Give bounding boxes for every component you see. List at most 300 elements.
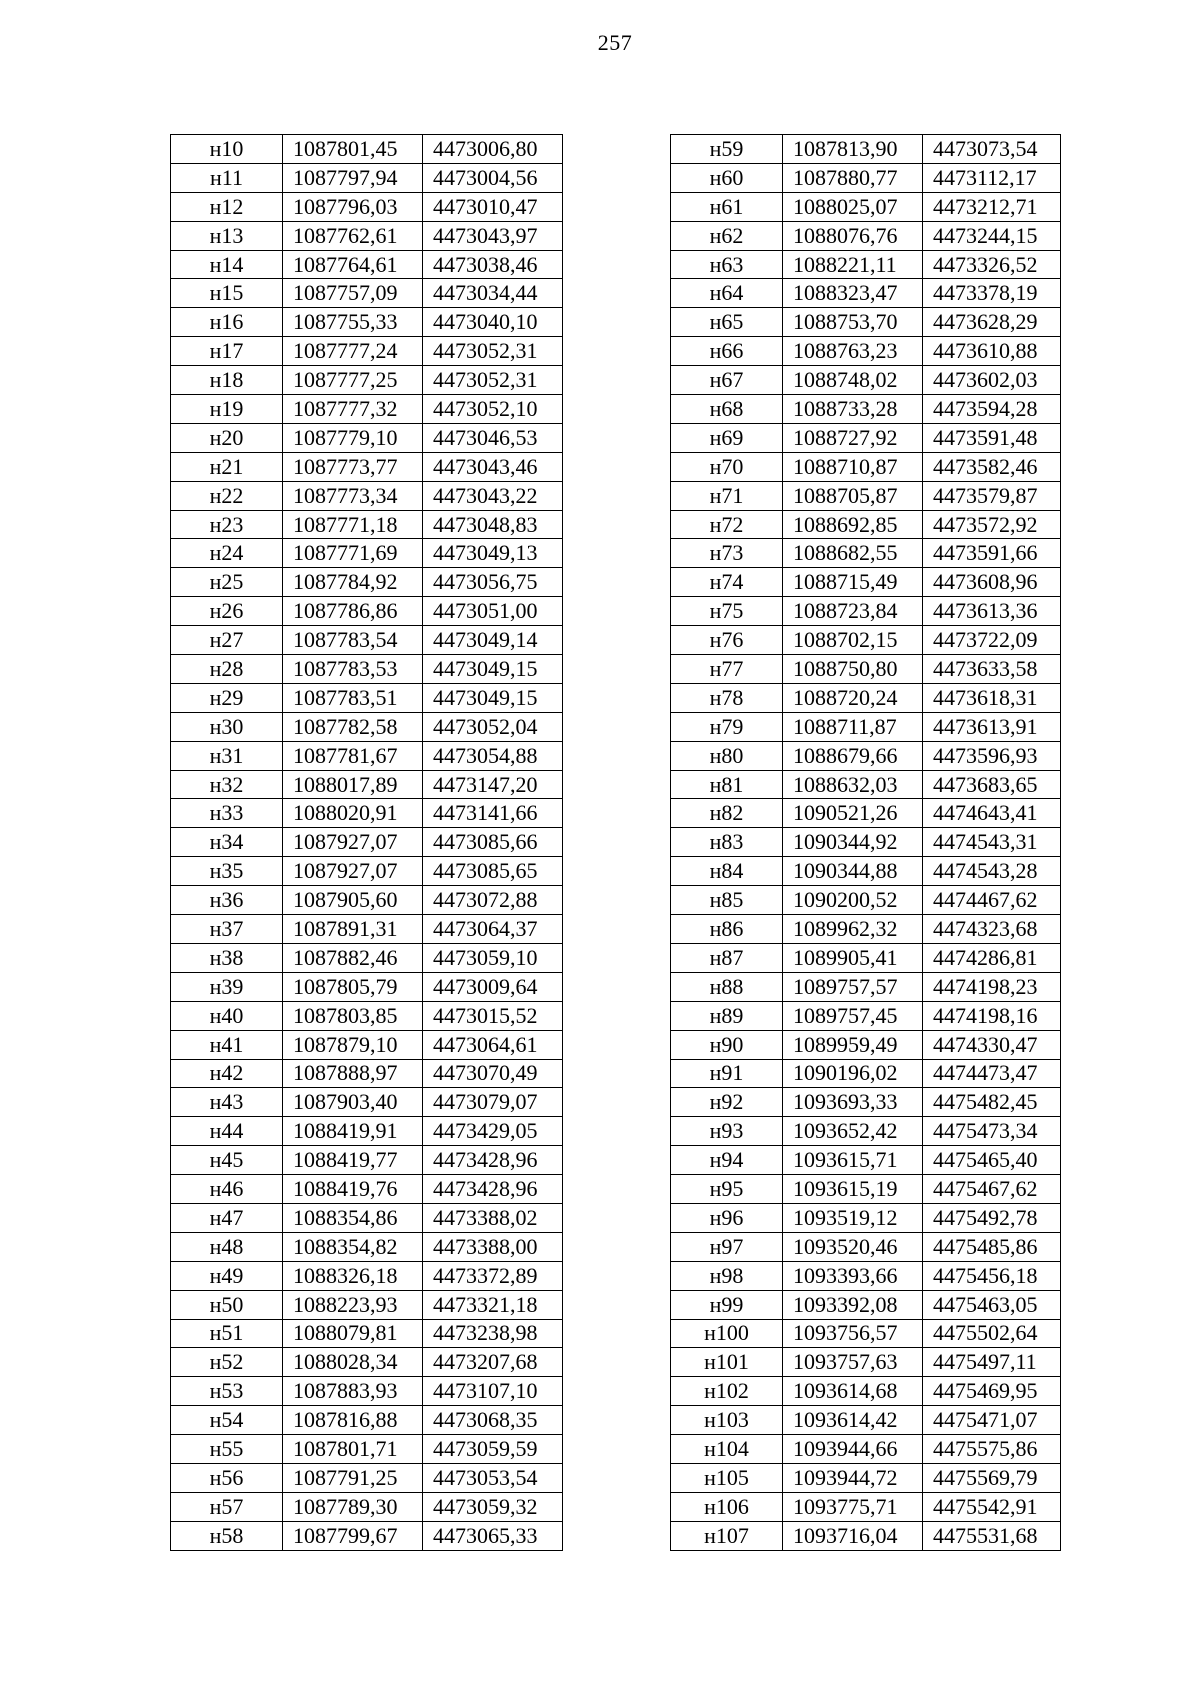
point-id-cell: н75: [671, 597, 783, 626]
point-id-cell: н11: [171, 163, 283, 192]
x-coordinate-cell: 1087905,60: [283, 886, 423, 915]
y-coordinate-cell: 4474323,68: [923, 915, 1061, 944]
point-id-cell: н101: [671, 1348, 783, 1377]
y-coordinate-cell: 4475497,11: [923, 1348, 1061, 1377]
table-row: [171, 857, 563, 886]
point-id-cell: н45: [171, 1146, 283, 1175]
table-row: [171, 886, 563, 915]
y-coordinate-cell: 4473428,96: [423, 1146, 563, 1175]
y-coordinate-cell: 4473064,37: [423, 915, 563, 944]
y-coordinate-cell: 4473244,15: [923, 221, 1061, 250]
point-id-cell: н57: [171, 1492, 283, 1521]
x-coordinate-cell: 1093944,72: [783, 1463, 923, 1492]
y-coordinate-cell: 4473048,83: [423, 510, 563, 539]
point-id-cell: н102: [671, 1377, 783, 1406]
table-row: [171, 972, 563, 1001]
y-coordinate-cell: 4473582,46: [923, 452, 1061, 481]
table-row: [171, 597, 563, 626]
x-coordinate-cell: 1087764,61: [283, 250, 423, 279]
table-row: [171, 1492, 563, 1521]
table-row: [671, 481, 1061, 510]
y-coordinate-cell: 4473052,31: [423, 366, 563, 395]
x-coordinate-cell: 1087803,85: [283, 1001, 423, 1030]
table-row: [671, 799, 1061, 828]
point-id-cell: н99: [671, 1290, 783, 1319]
table-row: [671, 1463, 1061, 1492]
x-coordinate-cell: 1087883,93: [283, 1377, 423, 1406]
table-row: [671, 221, 1061, 250]
table-row: [671, 1377, 1061, 1406]
x-coordinate-cell: 1088733,28: [783, 395, 923, 424]
table-row: [171, 279, 563, 308]
y-coordinate-cell: 4473079,07: [423, 1088, 563, 1117]
point-id-cell: н87: [671, 943, 783, 972]
table-row: [671, 1030, 1061, 1059]
y-coordinate-cell: 4473006,80: [423, 135, 563, 164]
table-row: [671, 192, 1061, 221]
y-coordinate-cell: 4473054,88: [423, 741, 563, 770]
point-id-cell: н49: [171, 1261, 283, 1290]
point-id-cell: н17: [171, 337, 283, 366]
y-coordinate-cell: 4474198,23: [923, 972, 1061, 1001]
table-row: [671, 626, 1061, 655]
x-coordinate-cell: 1088020,91: [283, 799, 423, 828]
y-coordinate-cell: 4473004,56: [423, 163, 563, 192]
point-id-cell: н82: [671, 799, 783, 828]
table-row: [671, 366, 1061, 395]
table-row: [671, 1175, 1061, 1204]
y-coordinate-cell: 4473059,59: [423, 1435, 563, 1464]
x-coordinate-cell: 1087888,97: [283, 1059, 423, 1088]
y-coordinate-cell: 4473628,29: [923, 308, 1061, 337]
table-row: [171, 683, 563, 712]
x-coordinate-cell: 1093716,04: [783, 1521, 923, 1550]
y-coordinate-cell: 4473049,14: [423, 626, 563, 655]
x-coordinate-cell: 1093393,66: [783, 1261, 923, 1290]
x-coordinate-cell: 1088710,87: [783, 452, 923, 481]
table-row: [171, 1261, 563, 1290]
y-coordinate-cell: 4473049,15: [423, 683, 563, 712]
y-coordinate-cell: 4473046,53: [423, 423, 563, 452]
point-id-cell: н106: [671, 1492, 783, 1521]
x-coordinate-cell: 1088723,84: [783, 597, 923, 626]
point-id-cell: н14: [171, 250, 283, 279]
x-coordinate-cell: 1087773,77: [283, 452, 423, 481]
x-coordinate-cell: 1088323,47: [783, 279, 923, 308]
table-row: [671, 568, 1061, 597]
y-coordinate-cell: 4475463,05: [923, 1290, 1061, 1319]
table-row: [671, 712, 1061, 741]
y-coordinate-cell: 4473040,10: [423, 308, 563, 337]
x-coordinate-cell: 1093693,33: [783, 1088, 923, 1117]
table-row: [171, 1117, 563, 1146]
y-coordinate-cell: 4473722,09: [923, 626, 1061, 655]
y-coordinate-cell: 4473388,02: [423, 1203, 563, 1232]
y-coordinate-cell: 4475467,62: [923, 1175, 1061, 1204]
y-coordinate-cell: 4474473,47: [923, 1059, 1061, 1088]
point-id-cell: н30: [171, 712, 283, 741]
y-coordinate-cell: 4475456,18: [923, 1261, 1061, 1290]
table-row: [671, 857, 1061, 886]
y-coordinate-cell: 4474286,81: [923, 943, 1061, 972]
table-row: [671, 308, 1061, 337]
x-coordinate-cell: 1093615,19: [783, 1175, 923, 1204]
y-coordinate-cell: 4473051,00: [423, 597, 563, 626]
x-coordinate-cell: 1088419,76: [283, 1175, 423, 1204]
point-id-cell: н66: [671, 337, 783, 366]
x-coordinate-cell: 1088682,55: [783, 539, 923, 568]
x-coordinate-cell: 1090196,02: [783, 1059, 923, 1088]
table-row: [171, 1059, 563, 1088]
point-id-cell: н26: [171, 597, 283, 626]
x-coordinate-cell: 1087757,09: [283, 279, 423, 308]
table-row: [171, 915, 563, 944]
table-row: [171, 1175, 563, 1204]
y-coordinate-cell: 4473141,66: [423, 799, 563, 828]
point-id-cell: н74: [671, 568, 783, 597]
table-row: [671, 1117, 1061, 1146]
table-row: [671, 539, 1061, 568]
y-coordinate-cell: 4475492,78: [923, 1203, 1061, 1232]
table-row: [171, 366, 563, 395]
y-coordinate-cell: 4475542,91: [923, 1492, 1061, 1521]
table-row: [171, 163, 563, 192]
table-row: [671, 1059, 1061, 1088]
x-coordinate-cell: 1088763,23: [783, 337, 923, 366]
table-row: [171, 1406, 563, 1435]
x-coordinate-cell: 1087799,67: [283, 1521, 423, 1550]
y-coordinate-cell: 4473049,15: [423, 655, 563, 684]
point-id-cell: н54: [171, 1406, 283, 1435]
y-coordinate-cell: 4475465,40: [923, 1146, 1061, 1175]
table-row: [671, 1088, 1061, 1117]
table-row: [671, 828, 1061, 857]
x-coordinate-cell: 1088720,24: [783, 683, 923, 712]
point-id-cell: н76: [671, 626, 783, 655]
y-coordinate-cell: 4475473,34: [923, 1117, 1061, 1146]
y-coordinate-cell: 4473372,89: [423, 1261, 563, 1290]
x-coordinate-cell: 1087782,58: [283, 712, 423, 741]
x-coordinate-cell: 1087789,30: [283, 1492, 423, 1521]
table-row: [671, 163, 1061, 192]
y-coordinate-cell: 4473378,19: [923, 279, 1061, 308]
y-coordinate-cell: 4475482,45: [923, 1088, 1061, 1117]
point-id-cell: н81: [671, 770, 783, 799]
y-coordinate-cell: 4473010,47: [423, 192, 563, 221]
point-id-cell: н20: [171, 423, 283, 452]
table-row: [171, 799, 563, 828]
point-id-cell: н90: [671, 1030, 783, 1059]
point-id-cell: н103: [671, 1406, 783, 1435]
x-coordinate-cell: 1088705,87: [783, 481, 923, 510]
point-id-cell: н94: [671, 1146, 783, 1175]
y-coordinate-cell: 4473238,98: [423, 1319, 563, 1348]
coordinates-table-left: [170, 134, 563, 1551]
point-id-cell: н19: [171, 395, 283, 424]
y-coordinate-cell: 4473038,46: [423, 250, 563, 279]
table-row: [171, 655, 563, 684]
y-coordinate-cell: 4473207,68: [423, 1348, 563, 1377]
table-row: [171, 712, 563, 741]
x-coordinate-cell: 1087762,61: [283, 221, 423, 250]
table-row: [671, 886, 1061, 915]
x-coordinate-cell: 1087777,32: [283, 395, 423, 424]
table-row: [671, 1521, 1061, 1550]
x-coordinate-cell: 1087783,53: [283, 655, 423, 684]
y-coordinate-cell: 4475575,86: [923, 1435, 1061, 1464]
y-coordinate-cell: 4474543,31: [923, 828, 1061, 857]
x-coordinate-cell: 1087816,88: [283, 1406, 423, 1435]
point-id-cell: н50: [171, 1290, 283, 1319]
point-id-cell: н71: [671, 481, 783, 510]
y-coordinate-cell: 4474198,16: [923, 1001, 1061, 1030]
x-coordinate-cell: 1093614,68: [783, 1377, 923, 1406]
table-row: [171, 221, 563, 250]
table-row: [671, 1492, 1061, 1521]
table-row: [671, 452, 1061, 481]
table-row: [171, 452, 563, 481]
point-id-cell: н68: [671, 395, 783, 424]
x-coordinate-cell: 1093775,71: [783, 1492, 923, 1521]
table-row: [671, 1232, 1061, 1261]
y-coordinate-cell: 4473059,10: [423, 943, 563, 972]
y-coordinate-cell: 4473596,93: [923, 741, 1061, 770]
point-id-cell: н39: [171, 972, 283, 1001]
point-id-cell: н61: [671, 192, 783, 221]
x-coordinate-cell: 1087797,94: [283, 163, 423, 192]
table-row: [171, 1290, 563, 1319]
point-id-cell: н91: [671, 1059, 783, 1088]
y-coordinate-cell: 4473388,00: [423, 1232, 563, 1261]
y-coordinate-cell: 4473070,49: [423, 1059, 563, 1088]
x-coordinate-cell: 1088727,92: [783, 423, 923, 452]
x-coordinate-cell: 1090521,26: [783, 799, 923, 828]
point-id-cell: н22: [171, 481, 283, 510]
y-coordinate-cell: 4473579,87: [923, 481, 1061, 510]
table-row: [171, 337, 563, 366]
point-id-cell: н80: [671, 741, 783, 770]
y-coordinate-cell: 4473052,31: [423, 337, 563, 366]
table-row: [171, 1146, 563, 1175]
y-coordinate-cell: 4473085,66: [423, 828, 563, 857]
point-id-cell: н10: [171, 135, 283, 164]
page-number: 257: [597, 30, 633, 55]
x-coordinate-cell: 1088028,34: [283, 1348, 423, 1377]
point-id-cell: н46: [171, 1175, 283, 1204]
point-id-cell: н107: [671, 1521, 783, 1550]
y-coordinate-cell: 4473107,10: [423, 1377, 563, 1406]
point-id-cell: н21: [171, 452, 283, 481]
y-coordinate-cell: 4473602,03: [923, 366, 1061, 395]
x-coordinate-cell: 1087801,71: [283, 1435, 423, 1464]
y-coordinate-cell: 4473043,97: [423, 221, 563, 250]
point-id-cell: н53: [171, 1377, 283, 1406]
table-row: [171, 1521, 563, 1550]
table-row: [671, 1348, 1061, 1377]
y-coordinate-cell: 4473056,75: [423, 568, 563, 597]
point-id-cell: н27: [171, 626, 283, 655]
point-id-cell: н58: [171, 1521, 283, 1550]
point-id-cell: н84: [671, 857, 783, 886]
table-body: [171, 135, 563, 1551]
point-id-cell: н92: [671, 1088, 783, 1117]
table-row: [171, 828, 563, 857]
table-row: [171, 423, 563, 452]
table-row: [171, 1001, 563, 1030]
y-coordinate-cell: 4473572,92: [923, 510, 1061, 539]
x-coordinate-cell: 1087879,10: [283, 1030, 423, 1059]
table-row: [171, 510, 563, 539]
x-coordinate-cell: 1088632,03: [783, 770, 923, 799]
point-id-cell: н79: [671, 712, 783, 741]
y-coordinate-cell: 4473591,66: [923, 539, 1061, 568]
table-row: [171, 1377, 563, 1406]
table-row: [171, 1348, 563, 1377]
point-id-cell: н41: [171, 1030, 283, 1059]
x-coordinate-cell: 1093652,42: [783, 1117, 923, 1146]
point-id-cell: н18: [171, 366, 283, 395]
point-id-cell: н16: [171, 308, 283, 337]
point-id-cell: н72: [671, 510, 783, 539]
point-id-cell: н70: [671, 452, 783, 481]
x-coordinate-cell: 1088025,07: [783, 192, 923, 221]
point-id-cell: н31: [171, 741, 283, 770]
x-coordinate-cell: 1088354,82: [283, 1232, 423, 1261]
table-row: [171, 250, 563, 279]
x-coordinate-cell: 1089962,32: [783, 915, 923, 944]
point-id-cell: н97: [671, 1232, 783, 1261]
table-row: [671, 972, 1061, 1001]
y-coordinate-cell: 4473065,33: [423, 1521, 563, 1550]
y-coordinate-cell: 4473068,35: [423, 1406, 563, 1435]
x-coordinate-cell: 1088221,11: [783, 250, 923, 279]
x-coordinate-cell: 1090344,88: [783, 857, 923, 886]
y-coordinate-cell: 4473015,52: [423, 1001, 563, 1030]
point-id-cell: н40: [171, 1001, 283, 1030]
point-id-cell: н73: [671, 539, 783, 568]
table-row: [171, 395, 563, 424]
x-coordinate-cell: 1087771,18: [283, 510, 423, 539]
x-coordinate-cell: 1088079,81: [283, 1319, 423, 1348]
point-id-cell: н104: [671, 1435, 783, 1464]
y-coordinate-cell: 4475569,79: [923, 1463, 1061, 1492]
x-coordinate-cell: 1088692,85: [783, 510, 923, 539]
point-id-cell: н52: [171, 1348, 283, 1377]
x-coordinate-cell: 1088715,49: [783, 568, 923, 597]
point-id-cell: н88: [671, 972, 783, 1001]
y-coordinate-cell: 4473112,17: [923, 163, 1061, 192]
table-row: [671, 915, 1061, 944]
x-coordinate-cell: 1088326,18: [283, 1261, 423, 1290]
x-coordinate-cell: 1089959,49: [783, 1030, 923, 1059]
point-id-cell: н56: [171, 1463, 283, 1492]
x-coordinate-cell: 1087755,33: [283, 308, 423, 337]
table-row: [671, 423, 1061, 452]
x-coordinate-cell: 1087801,45: [283, 135, 423, 164]
table-row: [171, 308, 563, 337]
y-coordinate-cell: 4473608,96: [923, 568, 1061, 597]
point-id-cell: н67: [671, 366, 783, 395]
table-row: [671, 135, 1061, 164]
y-coordinate-cell: 4473326,52: [923, 250, 1061, 279]
x-coordinate-cell: 1087813,90: [783, 135, 923, 164]
table-row: [171, 192, 563, 221]
x-coordinate-cell: 1087903,40: [283, 1088, 423, 1117]
x-coordinate-cell: 1087783,54: [283, 626, 423, 655]
x-coordinate-cell: 1093519,12: [783, 1203, 923, 1232]
y-coordinate-cell: 4473009,64: [423, 972, 563, 1001]
y-coordinate-cell: 4475471,07: [923, 1406, 1061, 1435]
y-coordinate-cell: 4473072,88: [423, 886, 563, 915]
point-id-cell: н69: [671, 423, 783, 452]
point-id-cell: н35: [171, 857, 283, 886]
point-id-cell: н38: [171, 943, 283, 972]
y-coordinate-cell: 4473059,32: [423, 1492, 563, 1521]
table-row: [171, 1088, 563, 1117]
table-row: [671, 683, 1061, 712]
x-coordinate-cell: 1090344,92: [783, 828, 923, 857]
y-coordinate-cell: 4473683,65: [923, 770, 1061, 799]
table-row: [671, 337, 1061, 366]
x-coordinate-cell: 1087882,46: [283, 943, 423, 972]
x-coordinate-cell: 1088223,93: [283, 1290, 423, 1319]
coordinates-table-right: [670, 134, 1061, 1551]
x-coordinate-cell: 1093520,46: [783, 1232, 923, 1261]
table-row: [171, 943, 563, 972]
table-row: [671, 1001, 1061, 1030]
point-id-cell: н15: [171, 279, 283, 308]
x-coordinate-cell: 1088419,91: [283, 1117, 423, 1146]
x-coordinate-cell: 1088750,80: [783, 655, 923, 684]
table-row: [171, 481, 563, 510]
x-coordinate-cell: 1087777,25: [283, 366, 423, 395]
table-row: [171, 135, 563, 164]
y-coordinate-cell: 4473428,96: [423, 1175, 563, 1204]
table-row: [171, 741, 563, 770]
y-coordinate-cell: 4473610,88: [923, 337, 1061, 366]
point-id-cell: н48: [171, 1232, 283, 1261]
x-coordinate-cell: 1087805,79: [283, 972, 423, 1001]
point-id-cell: н43: [171, 1088, 283, 1117]
x-coordinate-cell: 1088076,76: [783, 221, 923, 250]
point-id-cell: н47: [171, 1203, 283, 1232]
y-coordinate-cell: 4474543,28: [923, 857, 1061, 886]
point-id-cell: н86: [671, 915, 783, 944]
y-coordinate-cell: 4473064,61: [423, 1030, 563, 1059]
y-coordinate-cell: 4473613,36: [923, 597, 1061, 626]
y-coordinate-cell: 4474467,62: [923, 886, 1061, 915]
y-coordinate-cell: 4473034,44: [423, 279, 563, 308]
table-row: [171, 1463, 563, 1492]
y-coordinate-cell: 4475469,95: [923, 1377, 1061, 1406]
point-id-cell: н85: [671, 886, 783, 915]
x-coordinate-cell: 1093756,57: [783, 1319, 923, 1348]
y-coordinate-cell: 4473073,54: [923, 135, 1061, 164]
x-coordinate-cell: 1087791,25: [283, 1463, 423, 1492]
table-row: [671, 597, 1061, 626]
table-row: [671, 250, 1061, 279]
x-coordinate-cell: 1089757,57: [783, 972, 923, 1001]
x-coordinate-cell: 1093615,71: [783, 1146, 923, 1175]
x-coordinate-cell: 1093614,42: [783, 1406, 923, 1435]
y-coordinate-cell: 4473633,58: [923, 655, 1061, 684]
y-coordinate-cell: 4473053,54: [423, 1463, 563, 1492]
y-coordinate-cell: 4473085,65: [423, 857, 563, 886]
point-id-cell: н23: [171, 510, 283, 539]
x-coordinate-cell: 1093392,08: [783, 1290, 923, 1319]
point-id-cell: н25: [171, 568, 283, 597]
x-coordinate-cell: 1087796,03: [283, 192, 423, 221]
